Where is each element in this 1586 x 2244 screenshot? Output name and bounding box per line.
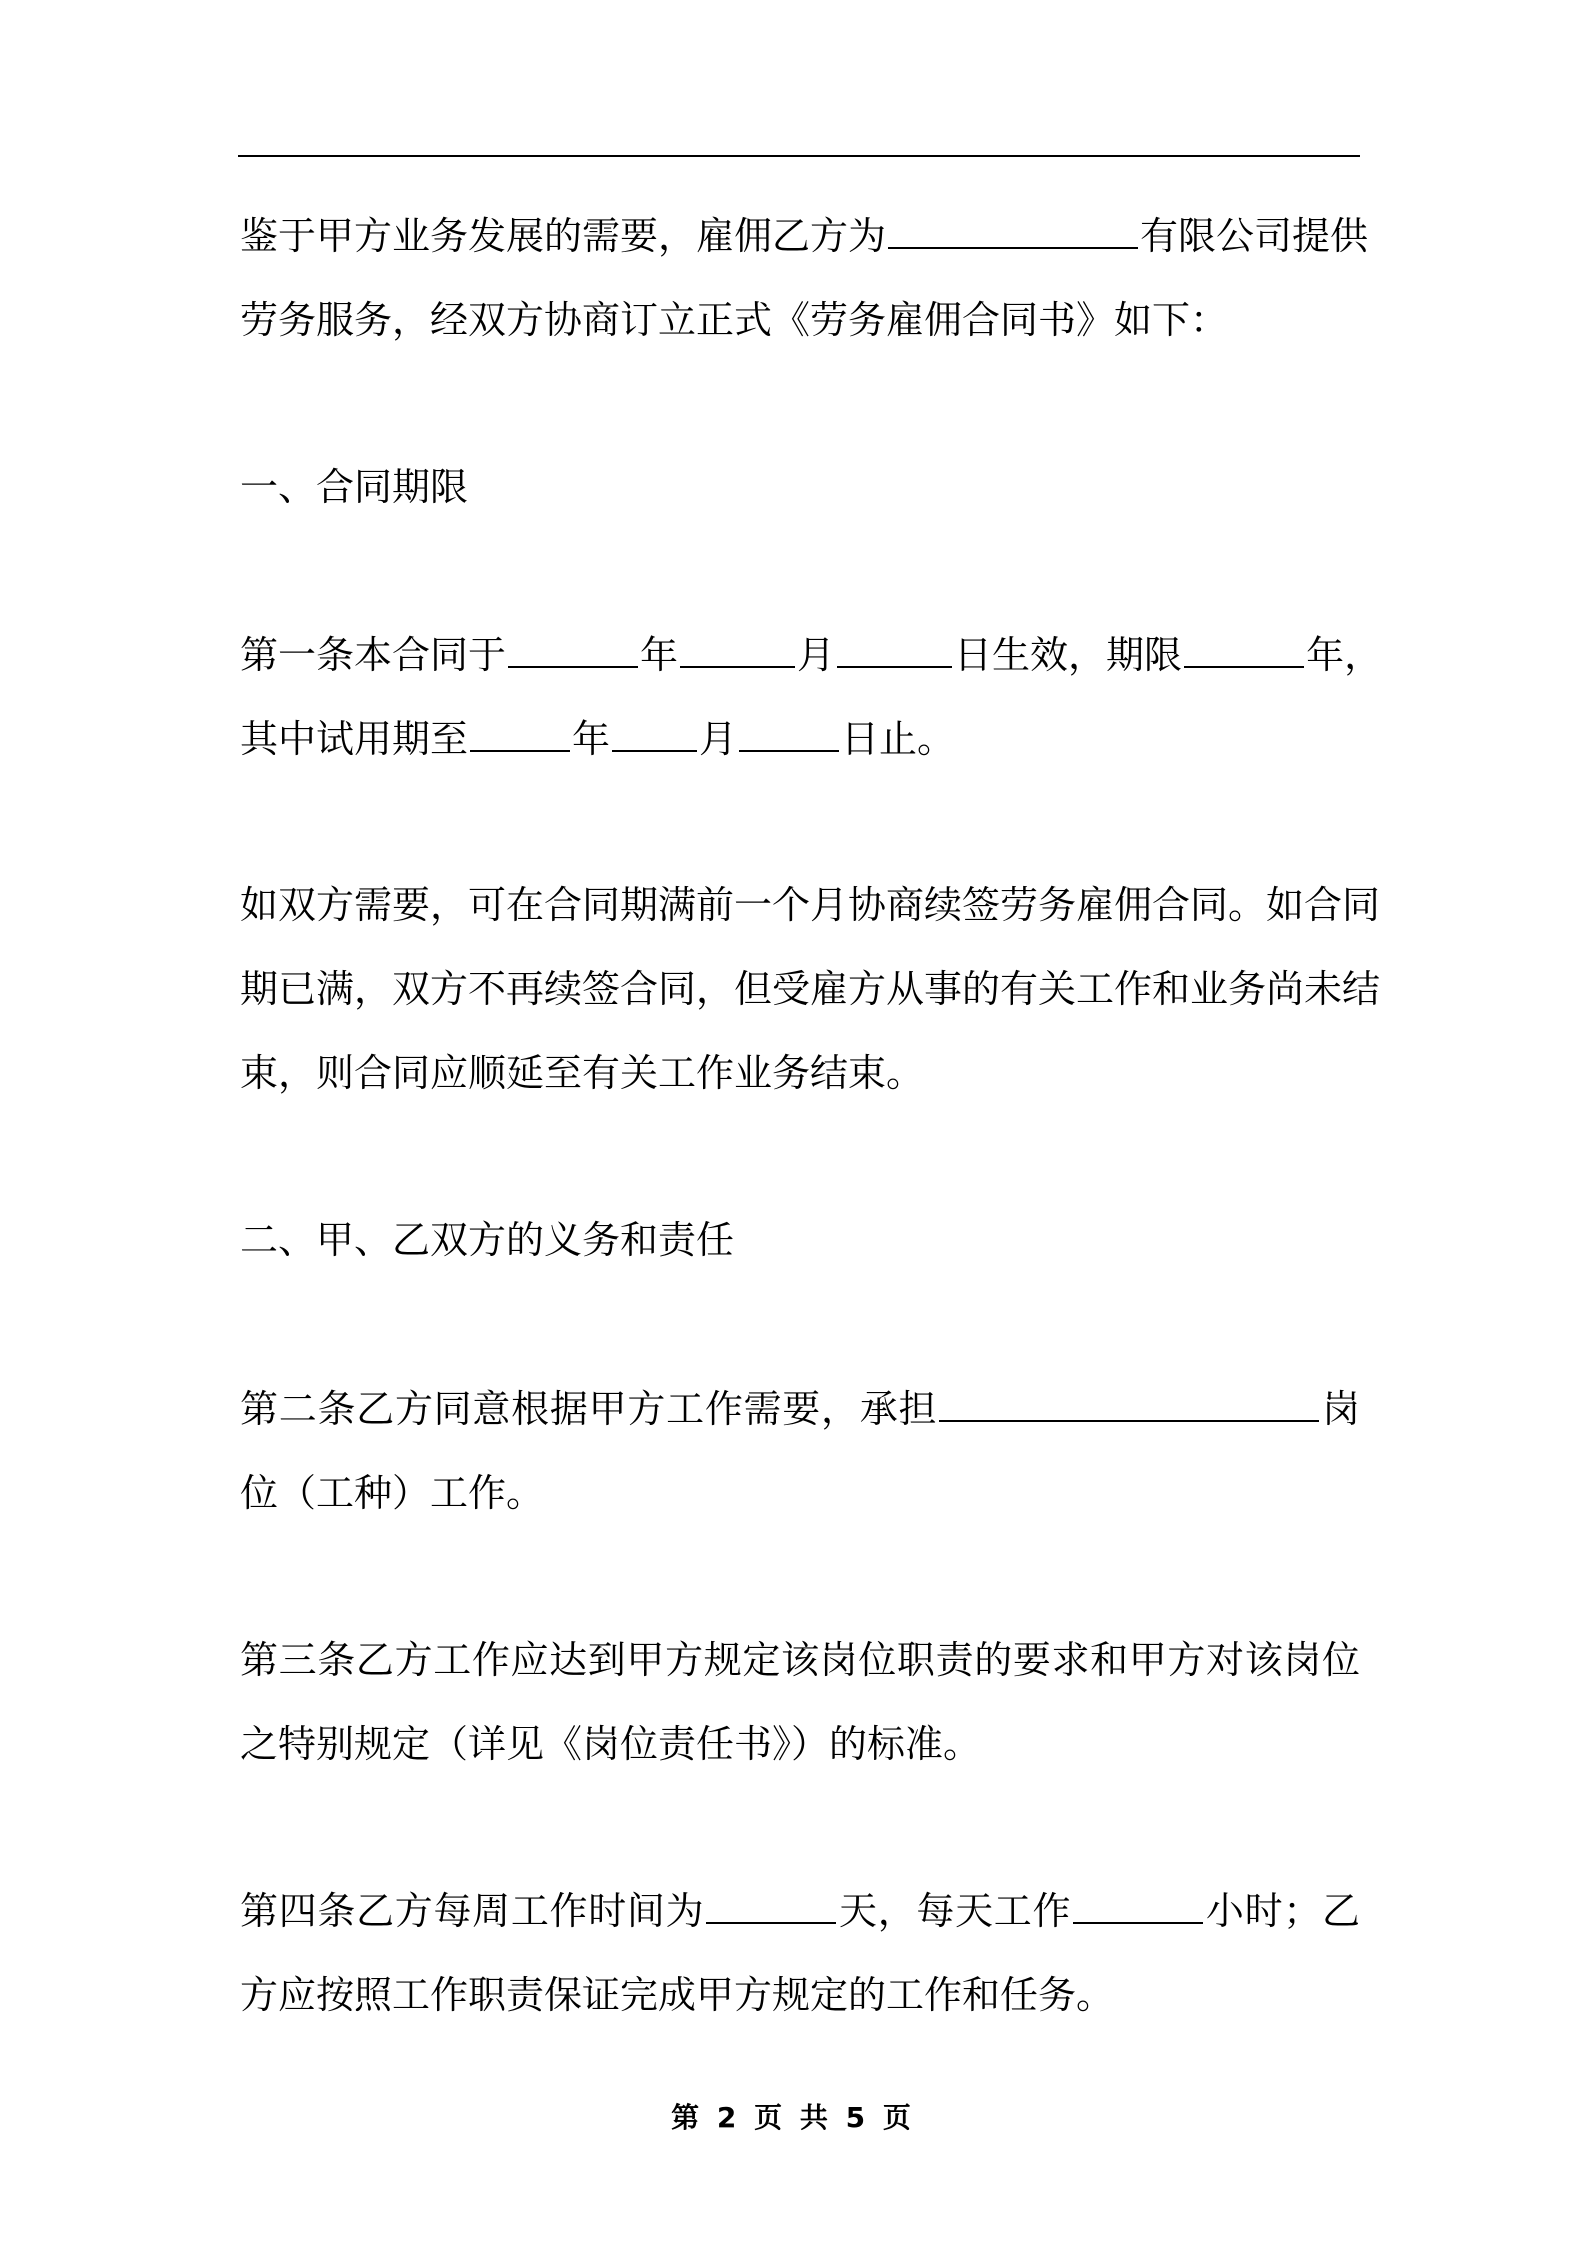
renewal-line-2 xyxy=(240,965,1381,1013)
section-heading: 二、甲、乙双方的义务和责任 xyxy=(240,1218,735,1262)
section-heading-term xyxy=(240,463,1360,511)
article-1-line-1 xyxy=(240,631,1383,679)
article-text: 月 xyxy=(797,633,836,677)
article-text: 第二条乙方同意根据甲方工作需要，承担 xyxy=(240,1387,938,1431)
article-text: 年， xyxy=(1306,633,1383,677)
work-days-blank[interactable] xyxy=(706,1888,836,1924)
company-name-blank[interactable] xyxy=(888,213,1138,249)
article-text: 月 xyxy=(699,717,738,761)
effective-month-blank[interactable] xyxy=(680,632,795,668)
page-number: 第 2 页 共 5 页 xyxy=(671,2101,915,2134)
effective-day-blank[interactable] xyxy=(837,632,952,668)
header-rule xyxy=(238,155,1360,157)
article-text: 位（工种）工作。 xyxy=(240,1471,545,1515)
article-text: 第三条乙方工作应达到甲方规定该岗位职责的要求和甲方对该岗位 xyxy=(240,1638,1360,1682)
article-text: 岗 xyxy=(1321,1387,1360,1431)
article-text: 年 xyxy=(572,717,611,761)
article-3-line-1 xyxy=(240,1636,1360,1684)
intro-text: 有限公司提供 xyxy=(1140,214,1369,258)
article-text: 年 xyxy=(640,633,679,677)
intro-line-1 xyxy=(240,212,1369,260)
article-text: 第四条乙方每周工作时间为 xyxy=(240,1889,705,1933)
paragraph-text: 如双方需要，可在合同期满前一个月协商续签劳务雇佣合同。如合同 xyxy=(240,883,1381,927)
article-text: 日止。 xyxy=(841,717,956,761)
article-text: 之特别规定（详见《岗位责任书》）的标准。 xyxy=(240,1722,982,1766)
renewal-line-3 xyxy=(240,1049,1360,1097)
renewal-line-1 xyxy=(240,881,1381,929)
intro-text: 劳务服务，经双方协商订立正式《劳务雇佣合同书》如下： xyxy=(240,298,1229,342)
article-4-line-2 xyxy=(240,1971,1360,2019)
article-3-line-2 xyxy=(240,1720,1360,1768)
article-text: 小时；乙 xyxy=(1205,1889,1360,1933)
paragraph-text: 束，则合同应顺延至有关工作业务结束。 xyxy=(240,1051,925,1095)
article-2-line-2 xyxy=(240,1469,1360,1517)
article-4-line-1 xyxy=(240,1887,1360,1935)
article-1-line-2 xyxy=(240,715,1360,763)
intro-line-2 xyxy=(240,296,1360,344)
work-hours-blank[interactable] xyxy=(1073,1888,1203,1924)
section-heading: 一、合同期限 xyxy=(240,465,469,509)
article-text: 日生效，期限 xyxy=(954,633,1183,677)
probation-year-blank[interactable] xyxy=(470,716,570,752)
article-2-line-1 xyxy=(240,1385,1360,1433)
effective-year-blank[interactable] xyxy=(508,632,638,668)
article-text: 其中试用期至 xyxy=(240,717,469,761)
term-years-blank[interactable] xyxy=(1184,632,1304,668)
probation-month-blank[interactable] xyxy=(612,716,697,752)
article-text: 方应按照工作职责保证完成甲方规定的工作和任务。 xyxy=(240,1973,1115,2017)
section-heading-duties xyxy=(240,1216,1360,1264)
article-text: 天，每天工作 xyxy=(838,1889,1072,1933)
article-text: 第一条本合同于 xyxy=(240,633,507,677)
paragraph-text: 期已满，双方不再续签合同，但受雇方从事的有关工作和业务尚未结 xyxy=(240,967,1381,1011)
position-blank[interactable] xyxy=(939,1386,1319,1422)
probation-day-blank[interactable] xyxy=(739,716,839,752)
intro-text: 鉴于甲方业务发展的需要，雇佣乙方为 xyxy=(240,214,887,258)
